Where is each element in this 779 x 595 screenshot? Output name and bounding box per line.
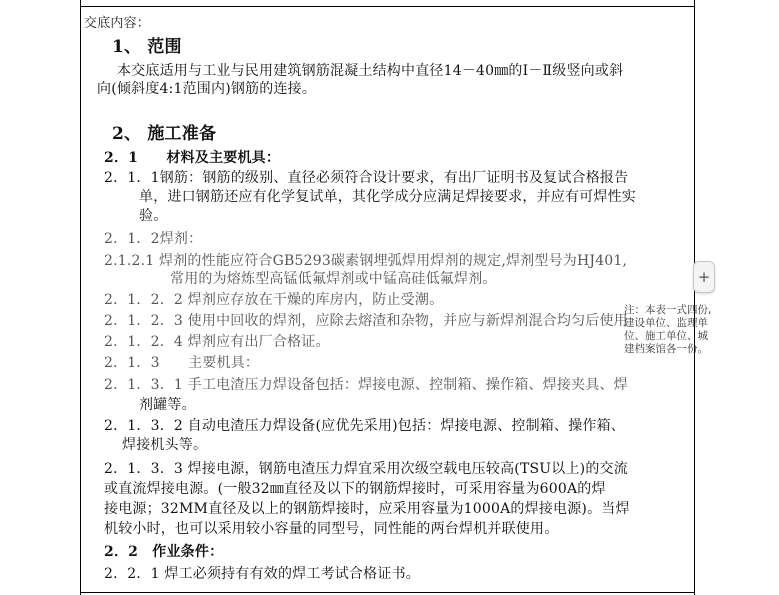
paragraph-2-1-3-1-cont: 剂罐等。 bbox=[139, 397, 196, 413]
paragraph-2-1-1-end: 验。 bbox=[139, 208, 168, 224]
paragraph-2-1-2-1: 2.1.2.1 焊剂的性能应符合GB5293碳素钢埋弧焊用焊剂的规定,焊剂型号为HJ401, bbox=[104, 253, 628, 269]
subsection-2-2: 2．2 作业条件： bbox=[104, 544, 224, 560]
paragraph-2-1-3-3-cont1: 或直流焊接电源。(一般32㎜直径及以下的钢筋焊接时，可采用容量为600A的焊 bbox=[104, 481, 606, 497]
paragraph-2-1-2-3: 2．1．2．3 使用中回收的焊剂，应除去熔渣和杂物，并应与新焊剂混合均匀后使用 bbox=[104, 313, 628, 329]
paragraph-2-1-3-2: 2．1．3．2 自动电渣压力焊设备(应优先采用)包括：焊接电源、控制箱、操作箱、 bbox=[104, 418, 626, 434]
paragraph-2-1-1: 2．1．1钢筋：钢筋的级别、直径必须符合设计要求，有出厂证明书及复试合格报告 bbox=[104, 170, 629, 186]
paragraph-2-1-3-3: 2．1．3．3 焊接电源，钢筋电渣压力焊宜采用次级空载电压较高(TSU以上)的交流 bbox=[104, 461, 628, 477]
section-1-title: 1、 范围 bbox=[112, 37, 182, 57]
section-2-title: 2、 施工准备 bbox=[112, 124, 217, 144]
header-label: 交底内容： bbox=[84, 16, 151, 31]
add-button[interactable]: + bbox=[693, 261, 715, 293]
paragraph-2-1-3-2-cont: 焊接机头等。 bbox=[122, 437, 208, 453]
paragraph-2-1-2-1-cont: 常用的为熔炼型高锰低氟焊剂或中锰高硅低氟焊剂。 bbox=[170, 271, 497, 287]
subsection-2-1: 2．1 材料及主要机具： bbox=[104, 150, 281, 166]
paragraph-2-1-2-4: 2．1．2．4 焊剂应有出厂合格证。 bbox=[104, 334, 330, 350]
side-annotation: 注：本表一式四份,建设单位、监理单位、施工单位、城建档案馆各一份。 bbox=[624, 304, 712, 355]
paragraph-2-1-2-2: 2．1．2．2 焊剂应存放在干燥的库房内，防止受潮。 bbox=[104, 292, 444, 308]
paragraph-2-1-1-cont: 单，进口钢筋还应有化学复试单，其化学成分应满足焊接要求，并应有可焊性实 bbox=[139, 189, 636, 205]
paragraph-2-1-3-1: 2．1．3．1 手工电渣压力焊设备包括：焊接电源、控制箱、操作箱、焊接夹具、焊 bbox=[104, 377, 628, 393]
paragraph-2-1-2: 2．1．2焊剂： bbox=[104, 231, 203, 247]
paragraph-2-2-1: 2．2．1 焊工必须持有有效的焊工考试合格证书。 bbox=[104, 566, 420, 582]
section-1-text: 本交底适用与工业与民用建筑钢筋混凝土结构中直径14－40㎜的Ⅰ－Ⅱ级竖向或斜 bbox=[117, 63, 624, 79]
paragraph-2-1-3-3-cont2: 接电源；32MM直径及以上的钢筋焊接时，应采用容量为1000A的焊接电源)。当焊 bbox=[104, 501, 630, 517]
section-1-text-cont: 向(倾斜度4:1范围内)钢筋的连接。 bbox=[97, 81, 317, 97]
paragraph-2-1-3-3-cont3: 机较小时，也可以采用较小容量的同型号，同性能的两台焊机并联使用。 bbox=[104, 521, 559, 537]
subsection-2-1-3: 2．1．3 主要机具： bbox=[104, 355, 260, 371]
